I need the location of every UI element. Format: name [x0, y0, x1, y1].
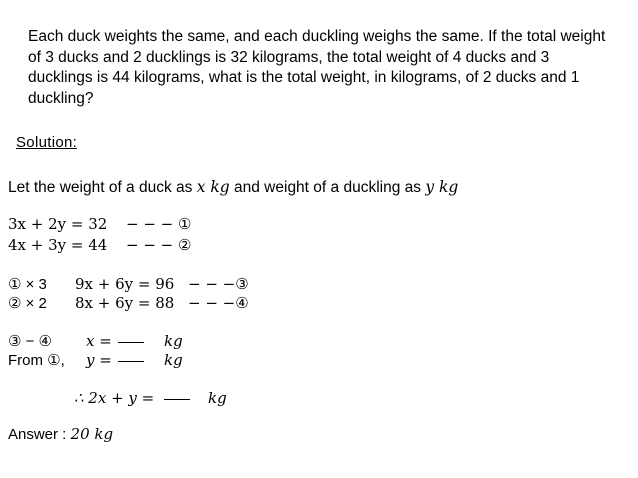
equation-1: 3x + 2y = 32 [8, 215, 108, 233]
equation-3-op: ① × 3 [8, 276, 47, 293]
solution-heading: Solution: [16, 134, 78, 151]
equation-3: 9x + 6y = 96 [75, 275, 175, 293]
intro-y: y kg [425, 178, 459, 196]
step-7-expr: ∴ 2x + y = [74, 389, 155, 407]
step-7-row [74, 389, 190, 407]
step-5-op: ③ − ④ [8, 333, 52, 350]
answer-label: Answer : [8, 426, 67, 443]
intro-line [8, 178, 458, 197]
equation-4-op: ② × 2 [8, 295, 47, 312]
step-6-blank [118, 361, 144, 362]
intro-prefix: Let the weight of a duck as [8, 179, 193, 196]
intro-x: x kg [196, 178, 230, 196]
step-5-row [86, 332, 144, 350]
equation-4-tag: − − −④ [188, 294, 249, 312]
step-5-expr: x = [86, 332, 112, 350]
step-6-row [86, 351, 144, 369]
step-6-expr: y = [86, 351, 112, 369]
equation-4: 8x + 6y = 88 [75, 294, 175, 312]
intro-middle: and weight of a duckling as [234, 179, 421, 196]
step-5-unit: kg [164, 332, 183, 350]
equation-1-tag: − − − ① [126, 215, 192, 233]
step-6-op: From ①, [8, 352, 65, 369]
problem-text: Each duck weights the same, and each duckling weighs the same. If the total weight of 3 ducks and 2 ducklings is 32 kilograms, the total weight of 4 ducks and 3 ducklings is 44 kilograms, what is the total weight, in kilograms, of 2 ducks and 1 duckling? [28, 28, 606, 107]
answer-value: 20 kg [70, 425, 114, 443]
step-6-unit: kg [164, 351, 183, 369]
step-7-unit: kg [208, 389, 227, 407]
equation-3-tag: − − −③ [188, 275, 249, 293]
step-7-blank [164, 399, 190, 400]
answer-line [8, 425, 113, 443]
step-5-blank [118, 342, 144, 343]
equation-2: 4x + 3y = 44 [8, 236, 108, 254]
equation-2-tag: − − − ② [126, 236, 192, 254]
